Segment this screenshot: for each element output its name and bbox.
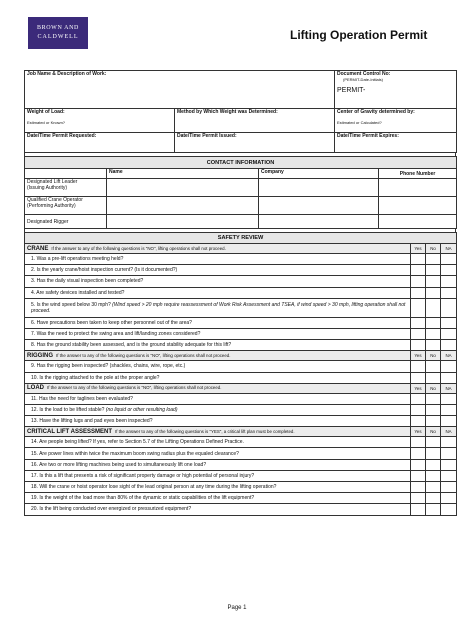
question-row: [25, 393, 457, 404]
question-label: Are safety devices installed and tested?: [36, 289, 125, 296]
section-note: If the answer to any of the following questions is "NO", lifting operations shall not proceed.: [56, 352, 231, 358]
contact-phone-input[interactable]: [379, 179, 457, 197]
answer-na-cell[interactable]: [441, 287, 457, 298]
question-number: 10.: [31, 374, 38, 381]
answer-yes-cell[interactable]: [411, 459, 426, 470]
yes-column-header: Yes: [411, 244, 426, 254]
document-control-hint: (PERMIT-Date-Initials): [343, 77, 384, 82]
section-note: If the answer to any of the following questions is "NO", lifting operations shall not proceed.: [51, 245, 226, 251]
contact-role-line-1: Designated Lift Leader: [27, 179, 78, 185]
contact-name-input[interactable]: [107, 179, 259, 197]
question-row: [25, 287, 457, 298]
yes-column-header: Yes: [411, 427, 426, 437]
na-column-header: NA: [441, 351, 457, 361]
na-column-header: NA: [441, 244, 457, 254]
section-note: If the answer to any of the following questions is "NO", lifting operations shall not proceed.: [47, 385, 222, 391]
question-label: Are people being lifted? If yes, refer to Section 5.7 of the Lifting Operations Defined Practice.: [39, 439, 244, 446]
question-text: [25, 404, 411, 415]
answer-na-cell[interactable]: [441, 416, 457, 427]
question-text: [25, 265, 411, 276]
question-number: 19.: [31, 495, 38, 502]
weight-of-load-hint: Estimated or Known?: [27, 120, 66, 125]
date-expires-label: Date/Time Permit Expires:: [337, 133, 399, 139]
question-number: 18.: [31, 484, 38, 491]
answer-na-cell[interactable]: [441, 372, 457, 383]
question-row: [25, 437, 457, 448]
answer-yes-cell[interactable]: [411, 470, 426, 481]
answer-yes-cell[interactable]: [411, 361, 426, 372]
no-column-header: No: [426, 244, 441, 254]
answer-yes-cell[interactable]: [411, 416, 426, 427]
date-expires-field[interactable]: [335, 133, 457, 153]
answer-yes-cell[interactable]: [411, 298, 426, 317]
answer-yes-cell[interactable]: [411, 504, 426, 515]
question-text: [25, 276, 411, 287]
contact-role-line-1: Qualified Crane Operator: [27, 197, 83, 203]
answer-na-cell[interactable]: [441, 459, 457, 470]
answer-na-cell[interactable]: [441, 393, 457, 404]
answer-no-cell[interactable]: [426, 287, 441, 298]
answer-no-cell[interactable]: [426, 416, 441, 427]
question-number: 11.: [31, 395, 38, 402]
answer-na-cell[interactable]: [441, 448, 457, 459]
section-title: CRANE: [27, 245, 49, 252]
date-requested-field[interactable]: [25, 133, 175, 153]
question-text: [25, 504, 411, 515]
answer-no-cell[interactable]: [426, 470, 441, 481]
yes-column-header: Yes: [411, 383, 426, 393]
no-column-header: No: [426, 427, 441, 437]
contact-role: [25, 179, 107, 197]
question-number: 6.: [31, 319, 36, 326]
na-column-header: NA: [441, 427, 457, 437]
answer-no-cell[interactable]: [426, 340, 441, 351]
answer-no-cell[interactable]: [426, 404, 441, 415]
section-header: [25, 351, 411, 361]
question-text: [25, 298, 411, 317]
question-text: [25, 361, 411, 372]
answer-na-cell[interactable]: [441, 254, 457, 265]
weight-of-load-label: Weight of Load:: [27, 109, 65, 115]
question-text: [25, 459, 411, 470]
question-number: 7.: [31, 331, 36, 338]
question-text: [25, 393, 411, 404]
contact-company-input[interactable]: [259, 215, 379, 229]
page-title: Lifting Operation Permit: [290, 28, 428, 42]
page-number: Page 1: [227, 605, 247, 611]
question-number: 14.: [31, 439, 38, 446]
section-header: [25, 244, 411, 254]
answer-yes-cell[interactable]: [411, 287, 426, 298]
company-logo: [28, 17, 88, 49]
answer-na-cell[interactable]: [441, 361, 457, 372]
question-number: 5.: [31, 301, 36, 308]
contact-row-lift-leader: [25, 179, 457, 197]
section-header-row: [25, 427, 457, 437]
question-row: [25, 416, 457, 427]
question-label: Has the daily visual inspection been completed?: [36, 278, 144, 285]
date-issued-field[interactable]: [175, 133, 335, 153]
header-table: [24, 70, 457, 153]
section-header: [25, 427, 411, 437]
contact-role-line-1: Designated Rigger: [27, 218, 69, 225]
document-control-label: Document Control No:: [337, 71, 391, 77]
date-issued-label: Date/Time Permit Issued:: [177, 133, 237, 139]
question-number: 17.: [31, 472, 38, 479]
question-text: [25, 254, 411, 265]
question-row: [25, 361, 457, 372]
answer-no-cell[interactable]: [426, 328, 441, 339]
answer-no-cell[interactable]: [426, 493, 441, 504]
date-requested-label: Date/Time Permit Requested:: [27, 133, 97, 139]
question-number: 15.: [31, 450, 38, 457]
logo-line-2: CALDWELL: [37, 34, 79, 40]
contact-col-phone: Phone Number: [379, 169, 457, 179]
question-row: [25, 276, 457, 287]
question-label: Has the need for taglines been evaluated?: [38, 395, 133, 402]
answer-no-cell[interactable]: [426, 276, 441, 287]
answer-no-cell[interactable]: [426, 298, 441, 317]
question-label: Is this a lift that presents a risk of significant property damage or high potential of personal injury?: [39, 472, 255, 479]
question-text: [25, 328, 411, 339]
answer-yes-cell[interactable]: [411, 393, 426, 404]
weight-method-field[interactable]: [175, 109, 335, 133]
question-label: Is the weight of the load more than 80% of the dynamic or static capabilities of the lift equipment?: [39, 495, 255, 502]
center-of-gravity-hint: Estimated or Calculated?: [337, 120, 382, 125]
job-description-field[interactable]: [25, 71, 335, 109]
section-title: CRITICAL LIFT ASSESSMENT: [27, 428, 113, 435]
question-text: [25, 287, 411, 298]
na-column-header: NA: [441, 383, 457, 393]
question-label: Has the ground stability been assessed, and is the ground stability adequate for this lift?: [36, 342, 232, 349]
contact-col-company: Company: [259, 169, 379, 179]
question-label: Is the wind speed below 30 mph?: [36, 301, 111, 308]
question-label: Was a pre-lift operations meeting held?: [36, 256, 124, 263]
no-column-header: No: [426, 383, 441, 393]
yes-column-header: Yes: [411, 351, 426, 361]
answer-na-cell[interactable]: [441, 493, 457, 504]
answer-no-cell[interactable]: [426, 459, 441, 470]
question-row: [25, 404, 457, 415]
answer-yes-cell[interactable]: [411, 254, 426, 265]
safety-review-table: [24, 232, 457, 516]
document-control-field[interactable]: [335, 71, 457, 109]
answer-no-cell[interactable]: [426, 372, 441, 383]
section-title: RIGGING: [27, 352, 54, 359]
question-row: [25, 254, 457, 265]
answer-na-cell[interactable]: [441, 317, 457, 328]
contact-row-rigger: [25, 215, 457, 229]
answer-yes-cell[interactable]: [411, 493, 426, 504]
section-title: LOAD: [27, 385, 44, 392]
contact-name-input[interactable]: [107, 197, 259, 215]
answer-na-cell[interactable]: [441, 298, 457, 317]
answer-na-cell[interactable]: [441, 437, 457, 448]
center-of-gravity-field[interactable]: [335, 109, 457, 133]
question-text: [25, 482, 411, 493]
answer-no-cell[interactable]: [426, 437, 441, 448]
center-of-gravity-label: Center of Gravity determined by:: [337, 109, 415, 115]
question-text: [25, 317, 411, 328]
question-text: [25, 372, 411, 383]
contact-company-input[interactable]: [259, 179, 379, 197]
section-header: [25, 383, 411, 393]
answer-no-cell[interactable]: [426, 448, 441, 459]
safety-review-band: SAFETY REVIEW: [25, 233, 457, 244]
section-header-row: [25, 383, 457, 393]
question-label: Is the yearly crane/hoist inspection current? (Is it documented?): [36, 267, 178, 274]
question-row: [25, 470, 457, 481]
contact-phone-input[interactable]: [379, 215, 457, 229]
question-note: (no liquid or other resulting load): [105, 406, 178, 413]
answer-yes-cell[interactable]: [411, 265, 426, 276]
answer-yes-cell[interactable]: [411, 404, 426, 415]
question-row: [25, 265, 457, 276]
answer-na-cell[interactable]: [441, 404, 457, 415]
logo-line-1: BROWN AND: [37, 25, 79, 31]
question-number: 20.: [31, 506, 38, 513]
question-label: Is the load to be lifted stable?: [39, 406, 105, 413]
question-label: Is the lift being conducted over energized or pressurized equipment?: [39, 506, 192, 513]
question-label: Have the lifting lugs and pad eyes been inspected?: [39, 418, 153, 425]
contact-row-crane-operator: [25, 197, 457, 215]
contact-header-blank: [25, 169, 107, 179]
question-row: [25, 504, 457, 515]
section-header-row: [25, 244, 457, 254]
question-text: [25, 340, 411, 351]
answer-na-cell[interactable]: [441, 470, 457, 481]
contact-information-band: CONTACT INFORMATION: [25, 157, 457, 169]
answer-na-cell[interactable]: [441, 328, 457, 339]
answer-yes-cell[interactable]: [411, 372, 426, 383]
question-row: [25, 459, 457, 470]
question-number: 4.: [31, 289, 36, 296]
answer-yes-cell[interactable]: [411, 340, 426, 351]
answer-na-cell[interactable]: [441, 265, 457, 276]
contact-col-name: Name: [107, 169, 259, 179]
answer-no-cell[interactable]: [426, 317, 441, 328]
contact-company-input[interactable]: [259, 197, 379, 215]
answer-no-cell[interactable]: [426, 361, 441, 372]
question-row: [25, 317, 457, 328]
section-header-row: [25, 351, 457, 361]
answer-yes-cell[interactable]: [411, 317, 426, 328]
contact-role: [25, 215, 107, 229]
question-number: 8.: [31, 342, 36, 349]
question-label: Will the crane or hoist operator lose sight of the lead original person at any time during the lifting operation?: [39, 484, 277, 491]
question-label: Have precautions been taken to keep other personnel out of the area?: [36, 319, 192, 326]
contact-name-input[interactable]: [107, 215, 259, 229]
answer-na-cell[interactable]: [441, 340, 457, 351]
question-number: 16.: [31, 461, 38, 468]
contact-table: [24, 156, 457, 229]
question-number: 2.: [31, 267, 36, 274]
question-row: [25, 493, 457, 504]
question-row: [25, 372, 457, 383]
answer-no-cell[interactable]: [426, 254, 441, 265]
question-row: [25, 340, 457, 351]
question-text: [25, 470, 411, 481]
answer-no-cell[interactable]: [426, 504, 441, 515]
answer-no-cell[interactable]: [426, 482, 441, 493]
question-number: 12.: [31, 406, 38, 413]
question-note: (Wind speed > 20 mph require reassessment of Work Risk Assessment and TSEA, if wind speed > 30 mph, lifting operation shall not proceed.: [31, 301, 406, 314]
answer-yes-cell[interactable]: [411, 437, 426, 448]
permit-form: [24, 70, 456, 516]
contact-role-line-2: (Performing Authority): [27, 203, 76, 209]
question-text: [25, 437, 411, 448]
contact-phone-input[interactable]: [379, 197, 457, 215]
answer-no-cell[interactable]: [426, 393, 441, 404]
job-description-label: Job Name & Description of Work:: [27, 71, 107, 77]
answer-no-cell[interactable]: [426, 265, 441, 276]
answer-yes-cell[interactable]: [411, 328, 426, 339]
section-note: If the answer to any of the following questions is "YES", a critical lift plan must be completed.: [115, 428, 295, 434]
question-number: 3.: [31, 278, 36, 285]
answer-yes-cell[interactable]: [411, 448, 426, 459]
weight-method-label: Method by Which Weight was Determined:: [177, 109, 278, 115]
question-number: 1.: [31, 256, 36, 263]
answer-na-cell[interactable]: [441, 482, 457, 493]
contact-role-line-2: (Issuing Authority): [27, 185, 68, 191]
question-row: [25, 328, 457, 339]
answer-na-cell[interactable]: [441, 504, 457, 515]
contact-role: [25, 197, 107, 215]
answer-yes-cell[interactable]: [411, 276, 426, 287]
question-number: 9.: [31, 363, 36, 370]
answer-na-cell[interactable]: [441, 276, 457, 287]
question-label: Are power lines within twice the maximum boom swing radius plus the equaled clearance?: [39, 450, 239, 457]
question-text: [25, 448, 411, 459]
question-row: [25, 482, 457, 493]
question-label: Was the need to protect the swing area and lift/landing zones considered?: [36, 331, 201, 338]
question-label: Has the rigging been inspected? (shackles, chains, wire, rope, etc.): [36, 363, 186, 370]
question-label: Are two or more lifting machines being used to simultaneously lift one load?: [39, 461, 207, 468]
question-text: [25, 416, 411, 427]
weight-of-load-field[interactable]: [25, 109, 175, 133]
question-row: [25, 298, 457, 317]
no-column-header: No: [426, 351, 441, 361]
question-row: [25, 448, 457, 459]
question-number: 13.: [31, 418, 38, 425]
question-text: [25, 493, 411, 504]
question-label: Is the rigging attached to the pole at the proper angle?: [39, 374, 160, 381]
permit-number-prefix: PERMIT-: [337, 87, 366, 94]
answer-yes-cell[interactable]: [411, 482, 426, 493]
